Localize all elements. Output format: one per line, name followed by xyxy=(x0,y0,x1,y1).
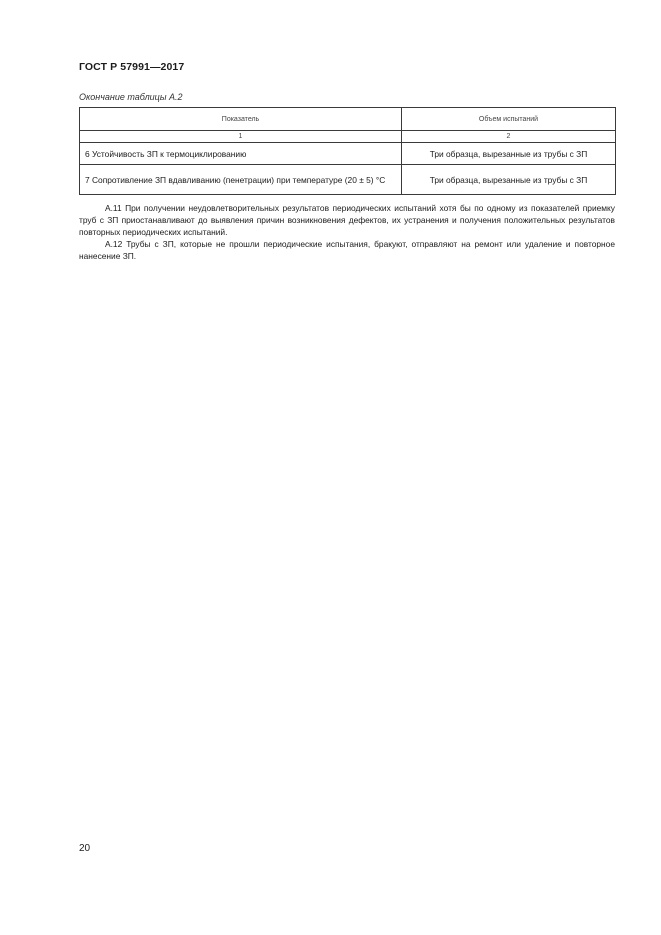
scope-cell: Три образца, вырезанные из трубы с ЗП xyxy=(402,143,616,165)
indicator-cell: 6 Устойчивость ЗП к термоциклированию xyxy=(80,143,402,165)
paragraph-a12: А.12 Трубы с ЗП, которые не прошли периодические испытания, бракуют, отправляют на ремонт или удаление и повторное нанесение ЗП. xyxy=(79,239,615,262)
test-scope-table xyxy=(79,107,616,195)
paragraph-a11: А.11 При получении неудовлетворительных результатов периодических испытаний хотя бы по одному из показателей приемку труб с ЗП приостанавливают до выявления причин возникновения дефектов, их устранения и получения положительных результатов повторных периодических испытаний. xyxy=(79,203,615,238)
scope-cell: Три образца, вырезанные из трубы с ЗП xyxy=(402,165,616,195)
table-caption: Окончание таблицы А.2 xyxy=(79,92,183,102)
column-header-scope: Объем испытаний xyxy=(402,108,616,131)
column-header-indicator: Показатель xyxy=(80,108,402,131)
table-row xyxy=(80,165,616,195)
column-number-1: 1 xyxy=(80,131,402,143)
page-number: 20 xyxy=(79,843,91,854)
indicator-cell: 7 Сопротивление ЗП вдавливанию (пенетрации) при температуре (20 ± 5) °С xyxy=(80,165,402,195)
document-header: ГОСТ Р 57991—2017 xyxy=(79,61,185,73)
table-row xyxy=(80,143,616,165)
column-number-row xyxy=(80,131,616,143)
column-number-2: 2 xyxy=(402,131,616,143)
table-header-row xyxy=(80,108,616,131)
